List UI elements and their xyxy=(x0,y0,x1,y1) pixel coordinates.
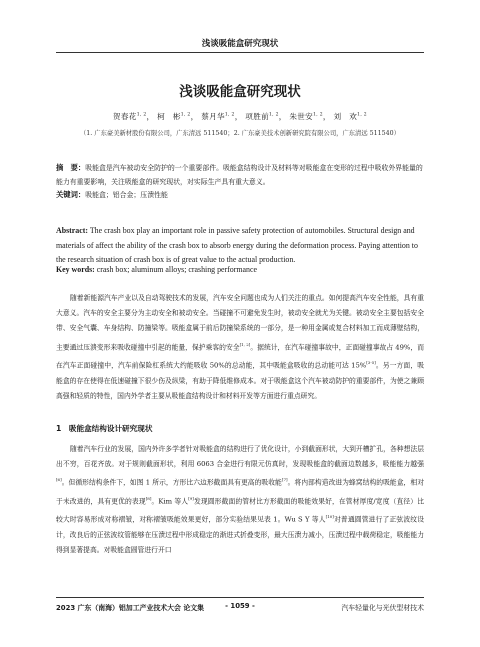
author-affiliation-mark: 1, 2 xyxy=(180,112,191,118)
author-name: 朱世安 xyxy=(289,112,314,121)
page-number: - 1059 - xyxy=(225,602,255,610)
citation: [1, 2] xyxy=(239,341,251,347)
author-name: 刘 欢 xyxy=(333,112,358,121)
author-affiliation-mark: 1, 2 xyxy=(357,112,367,118)
keywords-en-label: Key words: xyxy=(56,265,95,274)
abstract-cn-label: 摘 要： xyxy=(56,163,86,172)
abstract-en-text: The crash box play an important role in passive safety protection of automobiles. Structural design and materials of affect the ability of the crash box to absorb energy during the deformation process. Paying attention to the research situation of crash box is of great value to the actual production. xyxy=(56,226,418,265)
author-affiliation-mark: 1, 2 xyxy=(268,112,279,118)
paper-title: 浅谈吸能盒研究现状 xyxy=(179,84,301,100)
citation: [7] xyxy=(281,477,288,483)
section-text: 对普通圆管进行了正弦波纹设计，改良后的正弦波纹管能够在压溃过程中形成稳定的渐进式折叠变形，最大压溃力减小，压溃过程中载荷稳定，吸能能力得到显著提高。对吸能盒圆管进行开口 xyxy=(56,515,425,555)
intro-text: 。据统计，在汽车碰撞事故中，正面碰撞事故占 49%，而在汽车正面碰撞中，汽车前保险杠系统大约能吸收 50%的总动能，其中吸能盒吸收的总动能可达 15% xyxy=(56,342,424,370)
keywords-cn-text: 吸能盒；铝合金；压溃性能 xyxy=(85,191,168,199)
footer-proceedings: 2023 广东（南海）铝加工产业技术大会 论文集 xyxy=(56,604,205,612)
author-name: 项胜前 xyxy=(245,112,269,121)
section-text: 。但循形结构条件下，如图 1 所示，方形比六边形截面具有更高的吸收能 xyxy=(61,478,282,487)
affiliation: （1. 广东豪美新材股份有限公司，广东清远 511540；2. 广东豪美技术创新研究院有限公司，广东清远 511540） xyxy=(80,130,400,137)
intro-paragraph xyxy=(56,291,424,404)
abstract-cn xyxy=(56,161,424,189)
citation: [8] xyxy=(145,495,152,501)
section-text: 随着汽车行业的发展，国内外许多学者针对吸能盒的结构进行了优化设计，小到截面形状，大到开槽扩孔，各种想法层出不穷，百花齐放。对于规则截面形状，利用 6063 合金进行有限元仿真时，发现吸能盒的截面边数越多，吸能能力越强 xyxy=(56,445,424,469)
keywords-en xyxy=(56,265,424,274)
keywords-cn-label: 关键词： xyxy=(56,190,86,199)
footer-divider xyxy=(56,597,424,598)
section-paragraph xyxy=(56,442,424,558)
abstract-en-label: Abstract: xyxy=(56,226,88,235)
citation: [9] xyxy=(188,495,194,501)
footer-section: 汽车轻量化与光伏型材技术 xyxy=(341,604,424,612)
intro-text: 。另一方面，吸能盒的存在使得在低速碰撞下很少伤及纵梁，有助于降低维修成本。对于吸能盒这个汽车被动防护的重要部件，为使之兼顾高强和轻质的特性，国内外学者主要从吸能盒结构设计和材料开发等方面进行重点研究。 xyxy=(56,361,424,400)
author-name: 蔡月华 xyxy=(201,112,225,121)
intro-text: 随着新能源汽车产业以及自动驾驶技术的发展，汽车安全问题也成为人们关注的重点。如何提高汽车安全性能，具有重大意义。汽车的安全主要分为主动安全和被动安全。当碰撞不可避免发生时，被动安全就尤为关键。被动安全主要包括安全带、安全气囊、车身结构、防撞梁等。吸能盒属于前后防撞梁系统的一部分，是一种用金属或复合材料加工而成薄壁结构，主要通过压溃变形来吸收碰撞中引起的能量，保护乘客的安全 xyxy=(56,294,424,351)
keywords-en-text: crash box; aluminum alloys; crashing performance xyxy=(96,265,257,274)
author-list: 贺春花$^{1, 2}$， 柯 彬$^{1, 2}$， 蔡月华$^{1, 2}$， 项胜前$^{1, 2}$， 朱世安$^{1, 2}$， 刘 欢$^{1, 2}$ xyxy=(113,112,367,121)
abstract-en xyxy=(56,224,424,268)
section-text: 发现圆形截面的管材比方形截面的吸能效果好，在管材厚度/宽度（直径）比较大时容易形成对称褶皱，对称褶皱吸能效果更好，部分实验结果见表 1。Wu S Y 等人 xyxy=(56,497,425,524)
abstract-cn-text: 吸能盒是汽车被动安全防护的一个重要部件。吸能盒结构设计及材料等对吸能盒在变形的过程中吸收外界能量的能力有重要影响，关注吸能盒的研究现状，对实际生产具有重大意义。 xyxy=(56,164,423,186)
author-affiliation-mark: 1, 2 xyxy=(224,112,235,118)
citation: [3-5] xyxy=(366,360,376,366)
header-divider xyxy=(56,52,424,53)
section-heading: 1 吸能盒结构设计研究现状 xyxy=(56,424,153,433)
author-affiliation-mark: 1, 2 xyxy=(136,112,147,118)
running-header: 浅谈吸能盒研究现状 xyxy=(201,39,279,49)
keywords-cn xyxy=(56,188,424,202)
author-name: 贺春花 xyxy=(113,112,137,121)
author-name: 柯 彬 xyxy=(157,112,181,121)
citation: [6] xyxy=(56,477,62,483)
author-affiliation-mark: 1, 2 xyxy=(313,112,323,118)
section-text: 。Kim 等人 xyxy=(151,497,189,506)
citation: [10] xyxy=(325,514,334,520)
section-text: 。将内部构造改进为蜂窝结构的吸能盒，相对于未改进的，具有更优的表现 xyxy=(56,478,425,506)
